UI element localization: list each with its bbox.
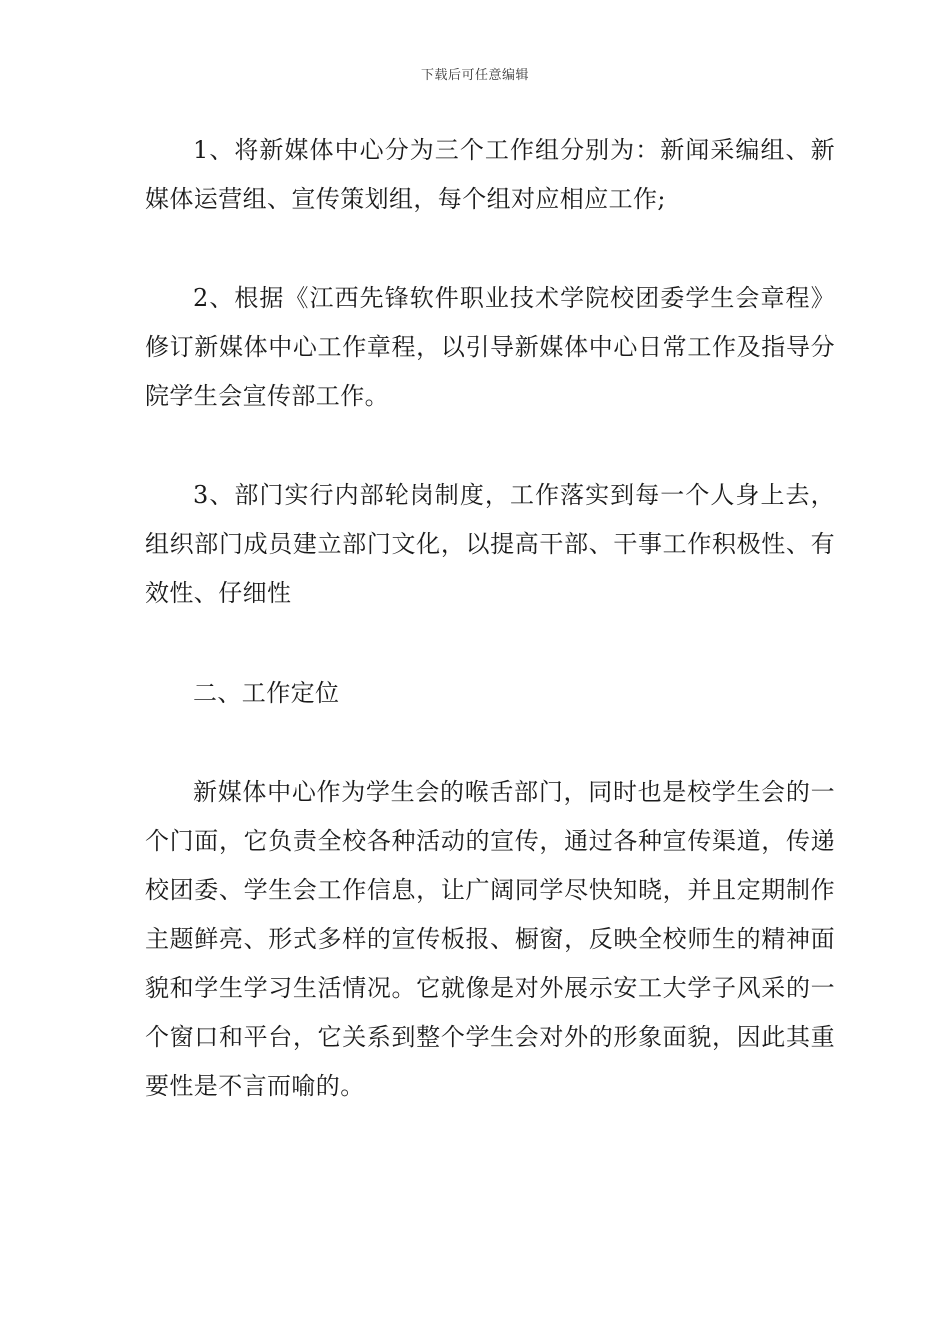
paragraph-item-2: 2、根据《江西先锋软件职业技术学院校团委学生会章程》修订新媒体中心工作章程，以引导新媒体中心日常工作及指导分院学生会宣传部工作。 — [145, 284, 835, 410]
paragraph-work-positioning: 新媒体中心作为学生会的喉舌部门，同时也是校学生会的一个门面，它负责全校各种活动的宣传，通过各种宣传渠道，传递校团委、学生会工作信息，让广阔同学尽快知晓，并且定期制作主题鲜亮、形式多样的宣传板报、橱窗，反映全校师生的精神面貌和学生学习生活情况。它就像是对外展示安工大学子风采的一个窗口和平台，它关系到整个学生会对外的形象面貌，因此其重要性是不言而喻的。 — [145, 778, 835, 1100]
section-heading-work-positioning: 二、工作定位 — [193, 679, 340, 707]
page-header-note: 下载后可任意编辑 — [420, 68, 529, 83]
paragraph-item-3: 3、部门实行内部轮岗制度，工作落实到每一个人身上去，组织部门成员建立部门文化，以提高干部、干事工作积极性、有效性、仔细性 — [145, 481, 835, 607]
document-body — [145, 126, 835, 1111]
paragraph-item-1: 1、将新媒体中心分为三个工作组分别为：新闻采编组、新媒体运营组、宣传策划组，每个组对应相应工作; — [145, 136, 835, 213]
